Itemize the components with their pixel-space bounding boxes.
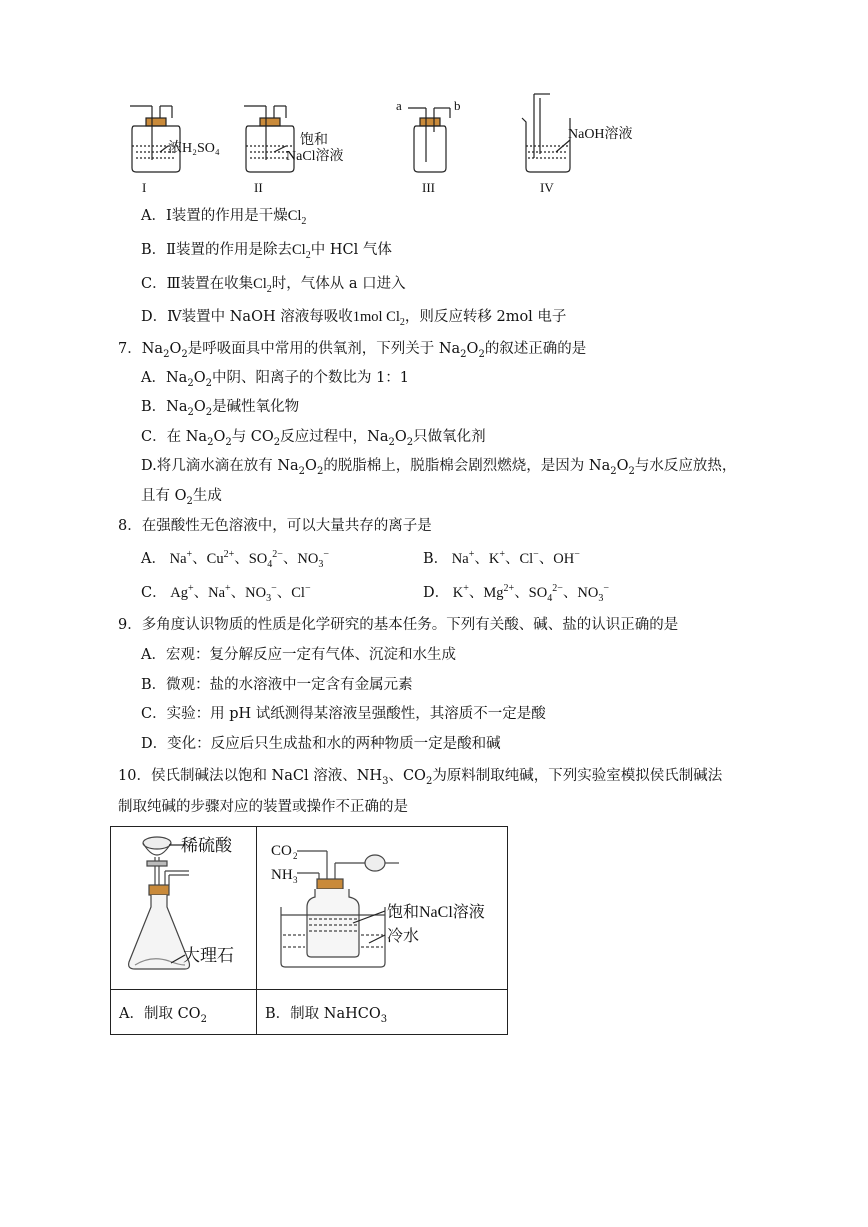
beaker-iv: [522, 94, 570, 172]
q9-option-b[interactable]: B．微观：盐的水溶液中一定含有金属元素: [141, 677, 413, 693]
label-co2-sub: 2: [293, 851, 298, 861]
roman-iv: IV: [540, 180, 554, 195]
cell-a-figure: [111, 827, 257, 990]
roman-i: I: [142, 180, 147, 195]
label-dilute-sulfuric-acid: 稀硫酸: [181, 836, 232, 855]
q9-option-c[interactable]: C．实验：用 pH 试纸测得某溶液呈强酸性，其溶质不一定是酸: [141, 706, 546, 722]
q7-option-a[interactable]: A．$Na_2O_2$中阴、阳离子的个数比为 1：1: [141, 370, 410, 389]
port-b: b: [454, 98, 461, 113]
q7-option-b[interactable]: B．$Na_2O_2$是碱性氧化物: [141, 399, 300, 418]
label-saturated-nacl: 饱和NaCl溶液: [387, 904, 485, 921]
label-nacl-solution: NaCl溶液: [286, 149, 344, 164]
q6-option-c[interactable]: C．Ⅲ装置在收集$Cl_2$时，气体从 a 口进入: [141, 276, 406, 295]
q8-option-c[interactable]: C． Ag+、Na+、$NO_3^-$、Cl−: [141, 583, 311, 604]
roman-ii: II: [254, 180, 263, 195]
q6-option-d[interactable]: D．Ⅳ装置中 NaOH 溶液每吸收1mol $Cl_2$，则反应转移 2mol 电子: [141, 309, 567, 328]
cell-b-figure: [257, 827, 508, 990]
cell-b-caption: B．制取 NaHCO$_3$: [257, 990, 508, 1035]
q10-stem-line2: 制取纯碱的步骤对应的装置或操作不正确的是: [118, 799, 408, 815]
bottle-iii: [408, 108, 450, 172]
q8-option-d[interactable]: D． K+、$Mg^{2+}$、$SO_4^{2-}$、$NO_3^-$: [423, 583, 609, 604]
apparatus-figure: [110, 88, 670, 198]
label-saturated: 饱和: [300, 133, 328, 148]
q7-stem: 7．$Na_2O_2$是呼吸面具中常用的供氧剂，下列关于 $Na_2O_2$的叙述正确的是: [118, 341, 587, 360]
roman-iii: III: [422, 180, 435, 195]
co2-generator-figure: [111, 827, 256, 985]
cell-a-caption: A．制取 $CO_2$: [111, 990, 257, 1035]
label-cold-water: 冷水: [387, 928, 420, 945]
q8-option-a[interactable]: A． Na+、$Cu^{2+}$、$SO_4^{2-}$、$NO_3^-$: [141, 549, 330, 570]
q9-option-d[interactable]: D．变化：反应后只生成盐和水的两种物质一定是酸和碱: [141, 736, 501, 752]
bottle-i: [130, 106, 180, 172]
q9-stem: 9．多角度认识物质的性质是化学研究的基本任务。下列有关酸、碱、盐的认识正确的是: [118, 617, 679, 633]
q10-apparatus-table: [110, 826, 508, 1035]
label-nh3: NH: [271, 867, 293, 883]
q9-option-a[interactable]: A．宏观：复分解反应一定有气体、沉淀和水生成: [141, 647, 456, 663]
q8-stem: 8．在强酸性无色溶液中，可以大量共存的离子是: [118, 518, 432, 534]
label-marble: 大理石: [183, 946, 234, 965]
label-conc-h2so4: 浓H₂SO₄: [168, 141, 220, 156]
q7-option-d[interactable]: D.将几滴水滴在放有 $Na_2O_2$的脱脂棉上，脱脂棉会剧烈燃烧，是因为 $Na_2O_2$与水反应放热，: [141, 458, 737, 477]
label-nh3-sub: 3: [293, 875, 298, 885]
q8-option-b[interactable]: B． Na+、K+、Cl−、OH−: [423, 549, 580, 567]
nahco3-apparatus-figure: [257, 827, 507, 985]
port-a: a: [396, 98, 402, 113]
q7-option-d-line2: 且有 $O_2$生成: [141, 488, 222, 507]
q6-option-a[interactable]: A．Ⅰ装置的作用是干燥$Cl_2$: [141, 208, 307, 227]
q6-option-b[interactable]: B．Ⅱ装置的作用是除去$Cl_2$中 HCl 气体: [141, 242, 392, 261]
label-naoh-solution: NaOH溶液: [568, 127, 633, 142]
q7-option-c[interactable]: C．在 $Na_2O_2$与 $CO_2$反应过程中，$Na_2O_2$只做氧化剂: [141, 429, 486, 448]
label-co2: CO: [271, 843, 292, 859]
q10-stem: 10．侯氏制碱法以饱和 NaCl 溶液、$NH_3$、$CO_2$为原料制取纯碱，下列实验室模拟侯氏制碱法: [118, 768, 723, 787]
